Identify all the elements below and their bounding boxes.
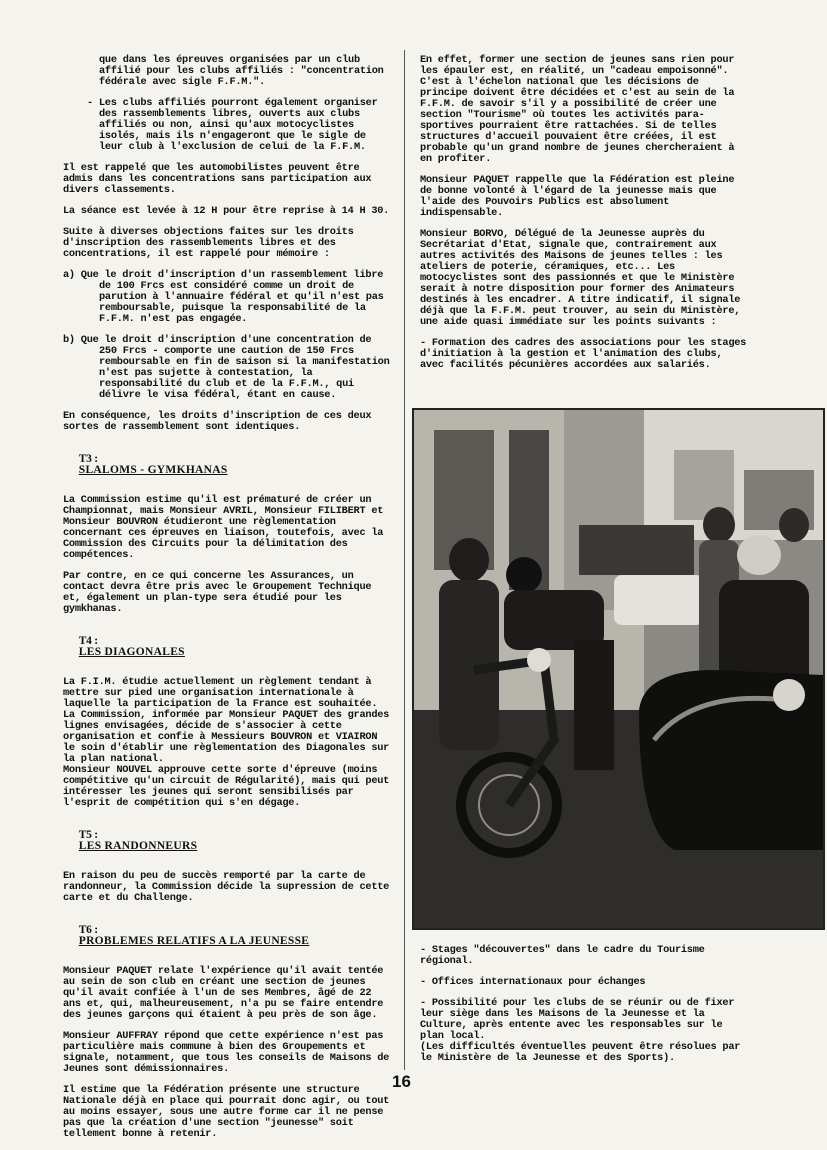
section-title: PROBLEMES RELATIFS A LA JEUNESSE: [78, 935, 310, 947]
right-column-top: [420, 54, 753, 381]
section-title: LES RANDONNEURS: [78, 840, 198, 852]
section-number: T4 :: [78, 635, 98, 647]
paragraph: En effet, former une section de jeunes sans rien pour les épauler est, en réalité, un "cadeau empoisonné". C'est à l'échelon national que les décisions de principe doivent être décidées et c'est au sein de la F.F.M. de savoir s'il y a possibilité de créer une section "Tourisme" où toutes les activités para-sportives pourraient être rattachées. Si de telles structures d'accueil pouvaient être créées, il est probable qu'un grand nombre de jeunes chercheraient à en profiter.: [420, 54, 741, 165]
list-item: - Stages "découvertes" dans le cadre du Tourisme régional.: [420, 944, 711, 967]
paragraph: - Les clubs affiliés pourront également organiser des rassemblements libres, ouverts aux clubs affiliés ou non, ainsi qu'aux motocyclistes isolés, mais ils n'engageront que le sigle de leur club à l'exclusion de celui de la F.F.M.: [87, 97, 384, 153]
paragraph: Suite à diverses objections faites sur les droits d'inscription des rassemblements libres et des concentrations, il est rappelé pour mémoire :: [63, 226, 360, 260]
section-number: T6 :: [78, 924, 98, 936]
list-item: - Offices internationaux pour échanges: [420, 976, 646, 988]
paragraph: Monsieur BORVO, Délégué de la Jeunesse auprès du Secrétariat d'Etat, signale que, contrairement aux autres activités des Maisons de jeunes telles : les ateliers de poterie, céramiques, etc... Les motocyclistes sont des passionnés et que le Ministère serait à notre disposition pour former des Animateurs destinés à les encadrer. A titre indicatif, il signale déjà que la F.F.M. peut trouver, au sein du Ministère, une aide quasi immédiate sur les points suivants :: [420, 228, 747, 328]
list-item: a) Que le droit d'inscription d'un rassemblement libre de 100 Frcs est considéré comme un droit de parution à l'annuaire fédéral et qu'il n'est pas remboursable, puisque la responsabilité de la F.F.M. n'est pas engagée.: [63, 269, 390, 325]
paragraph: La Commission estime qu'il est prématuré de créer un Championnat, mais Monsieur AVRIL, Monsieur FILIBERT et Monsieur BOUVRON étudieront une règlementation concernant ces épreuves en liaison, toutefois, avec la Commission des Circuits pour la délimitation des compétences.: [63, 494, 390, 561]
section-title: LES DIAGONALES: [78, 646, 185, 658]
paragraph: que dans les épreuves organisées par un club affilié pour les clubs affiliés : "concentration fédérale avec sigle F.F.M.".: [99, 54, 390, 88]
paragraph: En conséquence, les droits d'inscription de ces deux sortes de rassemblement sont identiques.: [63, 410, 378, 433]
paragraph: Il estime que la Fédération présente une structure Nationale déjà en place qui pourrait donc agir, ou tout au moins essayer, sous une autre forme car il ne pense pas que la création d'une section "jeunesse" soit tellement bonne à retenir.: [63, 1084, 396, 1140]
section-number: T3 :: [78, 453, 98, 465]
section-title: SLALOMS - GYMKHANAS: [78, 464, 228, 476]
paragraph: Par contre, en ce qui concerne les Assurances, un contact devra être pris avec le Groupement Technique et, également un plan-type sera étudié pour les gymkhanas.: [63, 570, 378, 615]
section-heading-t4: [63, 625, 395, 669]
section-heading-t5: [63, 819, 395, 863]
left-column: [63, 55, 395, 1150]
paragraph: Monsieur PAQUET relate l'expérience qu'il avait tentée au sein de son club en créant une section de jeunes qu'il avait confiée à l'un de ses Membres, âgé de 22 ans et, qui, malheureusement, n'a pu se faire entendre des jeunes garçons qui étaient à peu près de son âge.: [63, 965, 390, 1021]
list-item: - Possibilité pour les clubs de se réunir ou de fixer leur siège dans les Maisons de la Jeunesse et la Culture, après entente avec les responsables sur le plan local. (Les difficultés éventuelles peuvent être résolues par le Ministère de la Jeunesse et des Sports).: [420, 997, 741, 1064]
section-heading-t3: [63, 443, 395, 487]
paragraph: Il est rappelé que les automobilistes peuvent être admis dans les concentrations sans participation aux divers classements.: [63, 162, 378, 196]
paragraph: En raison du peu de succès remporté par la carte de randonneur, la Commission décide la supression de cette carte et du Challenge.: [63, 870, 396, 904]
paragraph: - Formation des cadres des associations pour les stages d'initiation à la gestion et l'animation des clubs, avec facilités pécunières accordées aux salariés.: [420, 337, 753, 371]
photo-illustration: [414, 410, 823, 928]
paragraph: Monsieur PAQUET rappelle que la Fédération est pleine de bonne volonté à l'égard de la jeunesse mais que l'aide des Pouvoirs Publics est absolument indispensable.: [420, 174, 741, 219]
section-number: T5 :: [78, 829, 98, 841]
right-column-bottom: [420, 945, 748, 1074]
paragraph: La F.I.M. étudie actuellement un règlement tendant à mettre sur pied une organisation internationale à laquelle la participation de la France est souhaitée. La Commission, informée par Monsieur PAQUET des grandes lignes envisagées, décide de s'associer à cette organisation et confie à Messieurs BOUVRON et VIAIRON le soin d'établir une règlementation des Diagonales sur la plan national. Monsieur NOUVEL approuve cette sorte d'épreuve (moins compétitive qu'un circuit de Régularité), mais qui peut intéresser les jeunes qui seront sensibilisés par l'esprit de compétition qui s'en dégage.: [63, 676, 390, 809]
paragraph: Monsieur AUFFRAY répond que cette expérience n'est pas particulière mais commune à bien des Groupements et signale, notamment, que tous les conseils de Maisons de Jeunes sont démissionnaires.: [63, 1030, 396, 1075]
list-item: b) Que le droit d'inscription d'une concentration de 250 Frcs - comporte une caution de 150 Frcs remboursable en fin de saison si la manifestation n'est pas sujette à contestation, la responsabilité du club et de la F.F.M., qui délivre le visa fédéral, étant en cause.: [63, 334, 396, 401]
section-heading-t6: [63, 914, 395, 958]
paragraph: La séance est levée à 12 H pour être reprise à 14 H 30.: [63, 205, 390, 217]
motorcycle-photo: [412, 408, 825, 930]
page-number: 16: [392, 1072, 411, 1091]
column-divider: [404, 50, 405, 1070]
